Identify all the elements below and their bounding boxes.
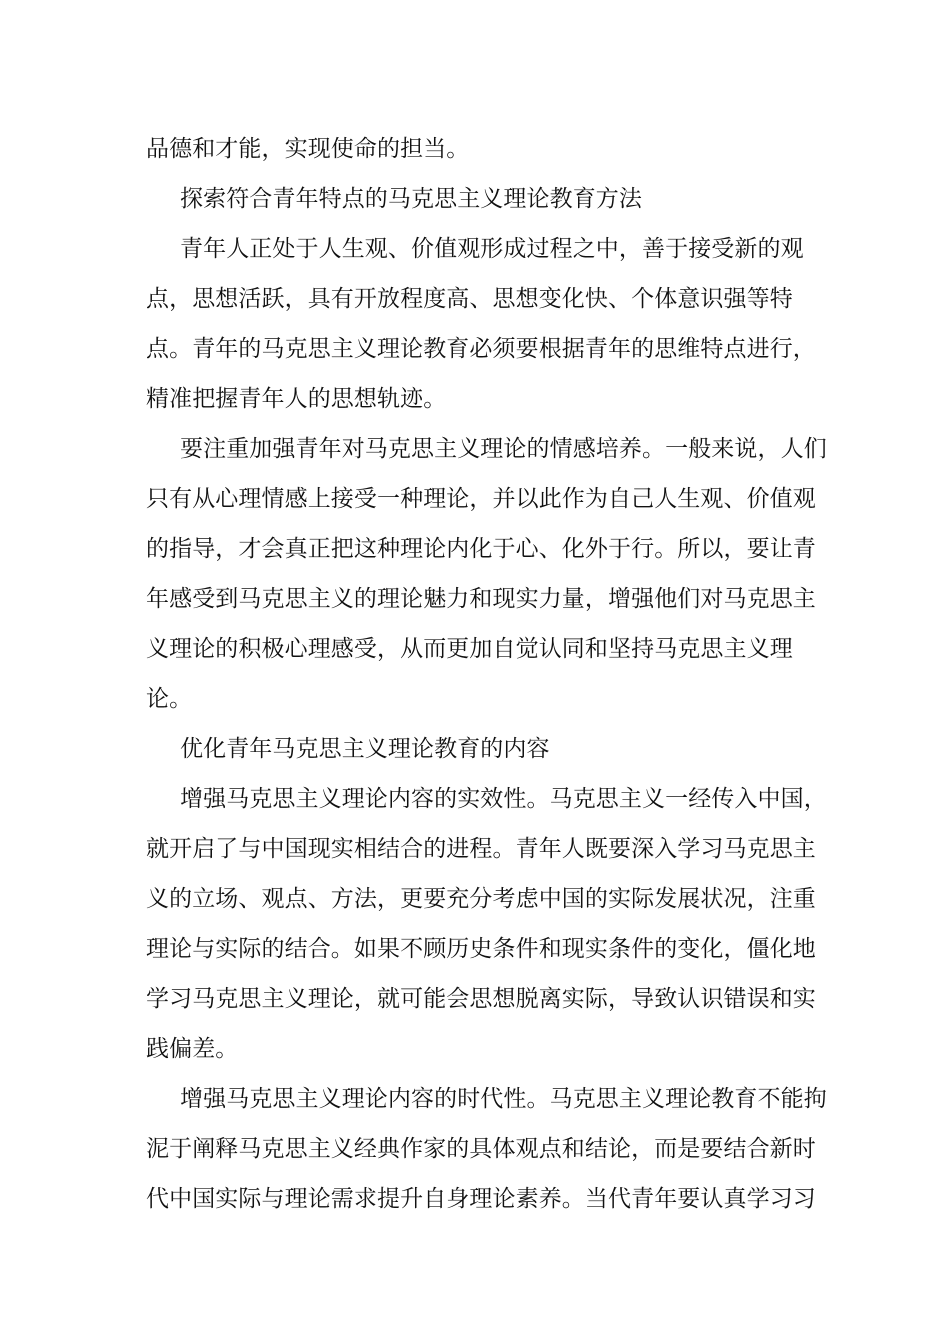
section-heading: 优化青年马克思主义理论教育的内容 [180,736,550,762]
paragraph-first-line: 增强马克思主义理论内容的实效性。马克思主义一经传入中国， [180,786,827,812]
text-line: 的指导，才会真正把这种理论内化于心、化外于行。所以，要让青 [146,536,816,562]
text-line: 论。 [146,686,193,712]
text-line: 学习马克思主义理论，就可能会思想脱离实际，导致认识错误和实 [146,986,816,1012]
text-line: 点，思想活跃，具有开放程度高、思想变化快、个体意识强等特 [146,286,793,312]
text-line: 只有从心理情感上接受一种理论，并以此作为自己人生观、价值观 [146,486,816,512]
text-line: 践偏差。 [146,1036,239,1062]
text-line: 点。青年的马克思主义理论教育必须要根据青年的思维特点进行， [146,336,816,362]
paragraph-first-line: 要注重加强青年对马克思主义理论的情感培养。一般来说，人们 [180,436,827,462]
text-line: 就开启了与中国现实相结合的进程。青年人既要深入学习马克思主 [146,836,816,862]
text-line: 年感受到马克思主义的理论魅力和现实力量，增强他们对马克思主 [146,586,816,612]
text-line: 品德和才能，实现使命的担当。 [146,136,470,162]
paragraph-first-line: 增强马克思主义理论内容的时代性。马克思主义理论教育不能拘 [180,1086,827,1112]
section-heading: 探索符合青年特点的马克思主义理论教育方法 [180,186,642,212]
text-line: 理论与实际的结合。如果不顾历史条件和现实条件的变化，僵化地 [146,936,816,962]
text-line: 代中国实际与理论需求提升自身理论素养。当代青年要认真学习习 [146,1186,816,1212]
text-line: 精准把握青年人的思想轨迹。 [146,386,447,412]
paragraph-first-line: 青年人正处于人生观、价值观形成过程之中，善于接受新的观 [180,236,804,262]
text-line: 义理论的积极心理感受，从而更加自觉认同和坚持马克思主义理 [146,636,793,662]
text-line: 泥于阐释马克思主义经典作家的具体观点和结论，而是要结合新时 [146,1136,816,1162]
text-line: 义的立场、观点、方法，更要充分考虑中国的实际发展状况，注重 [146,886,816,912]
